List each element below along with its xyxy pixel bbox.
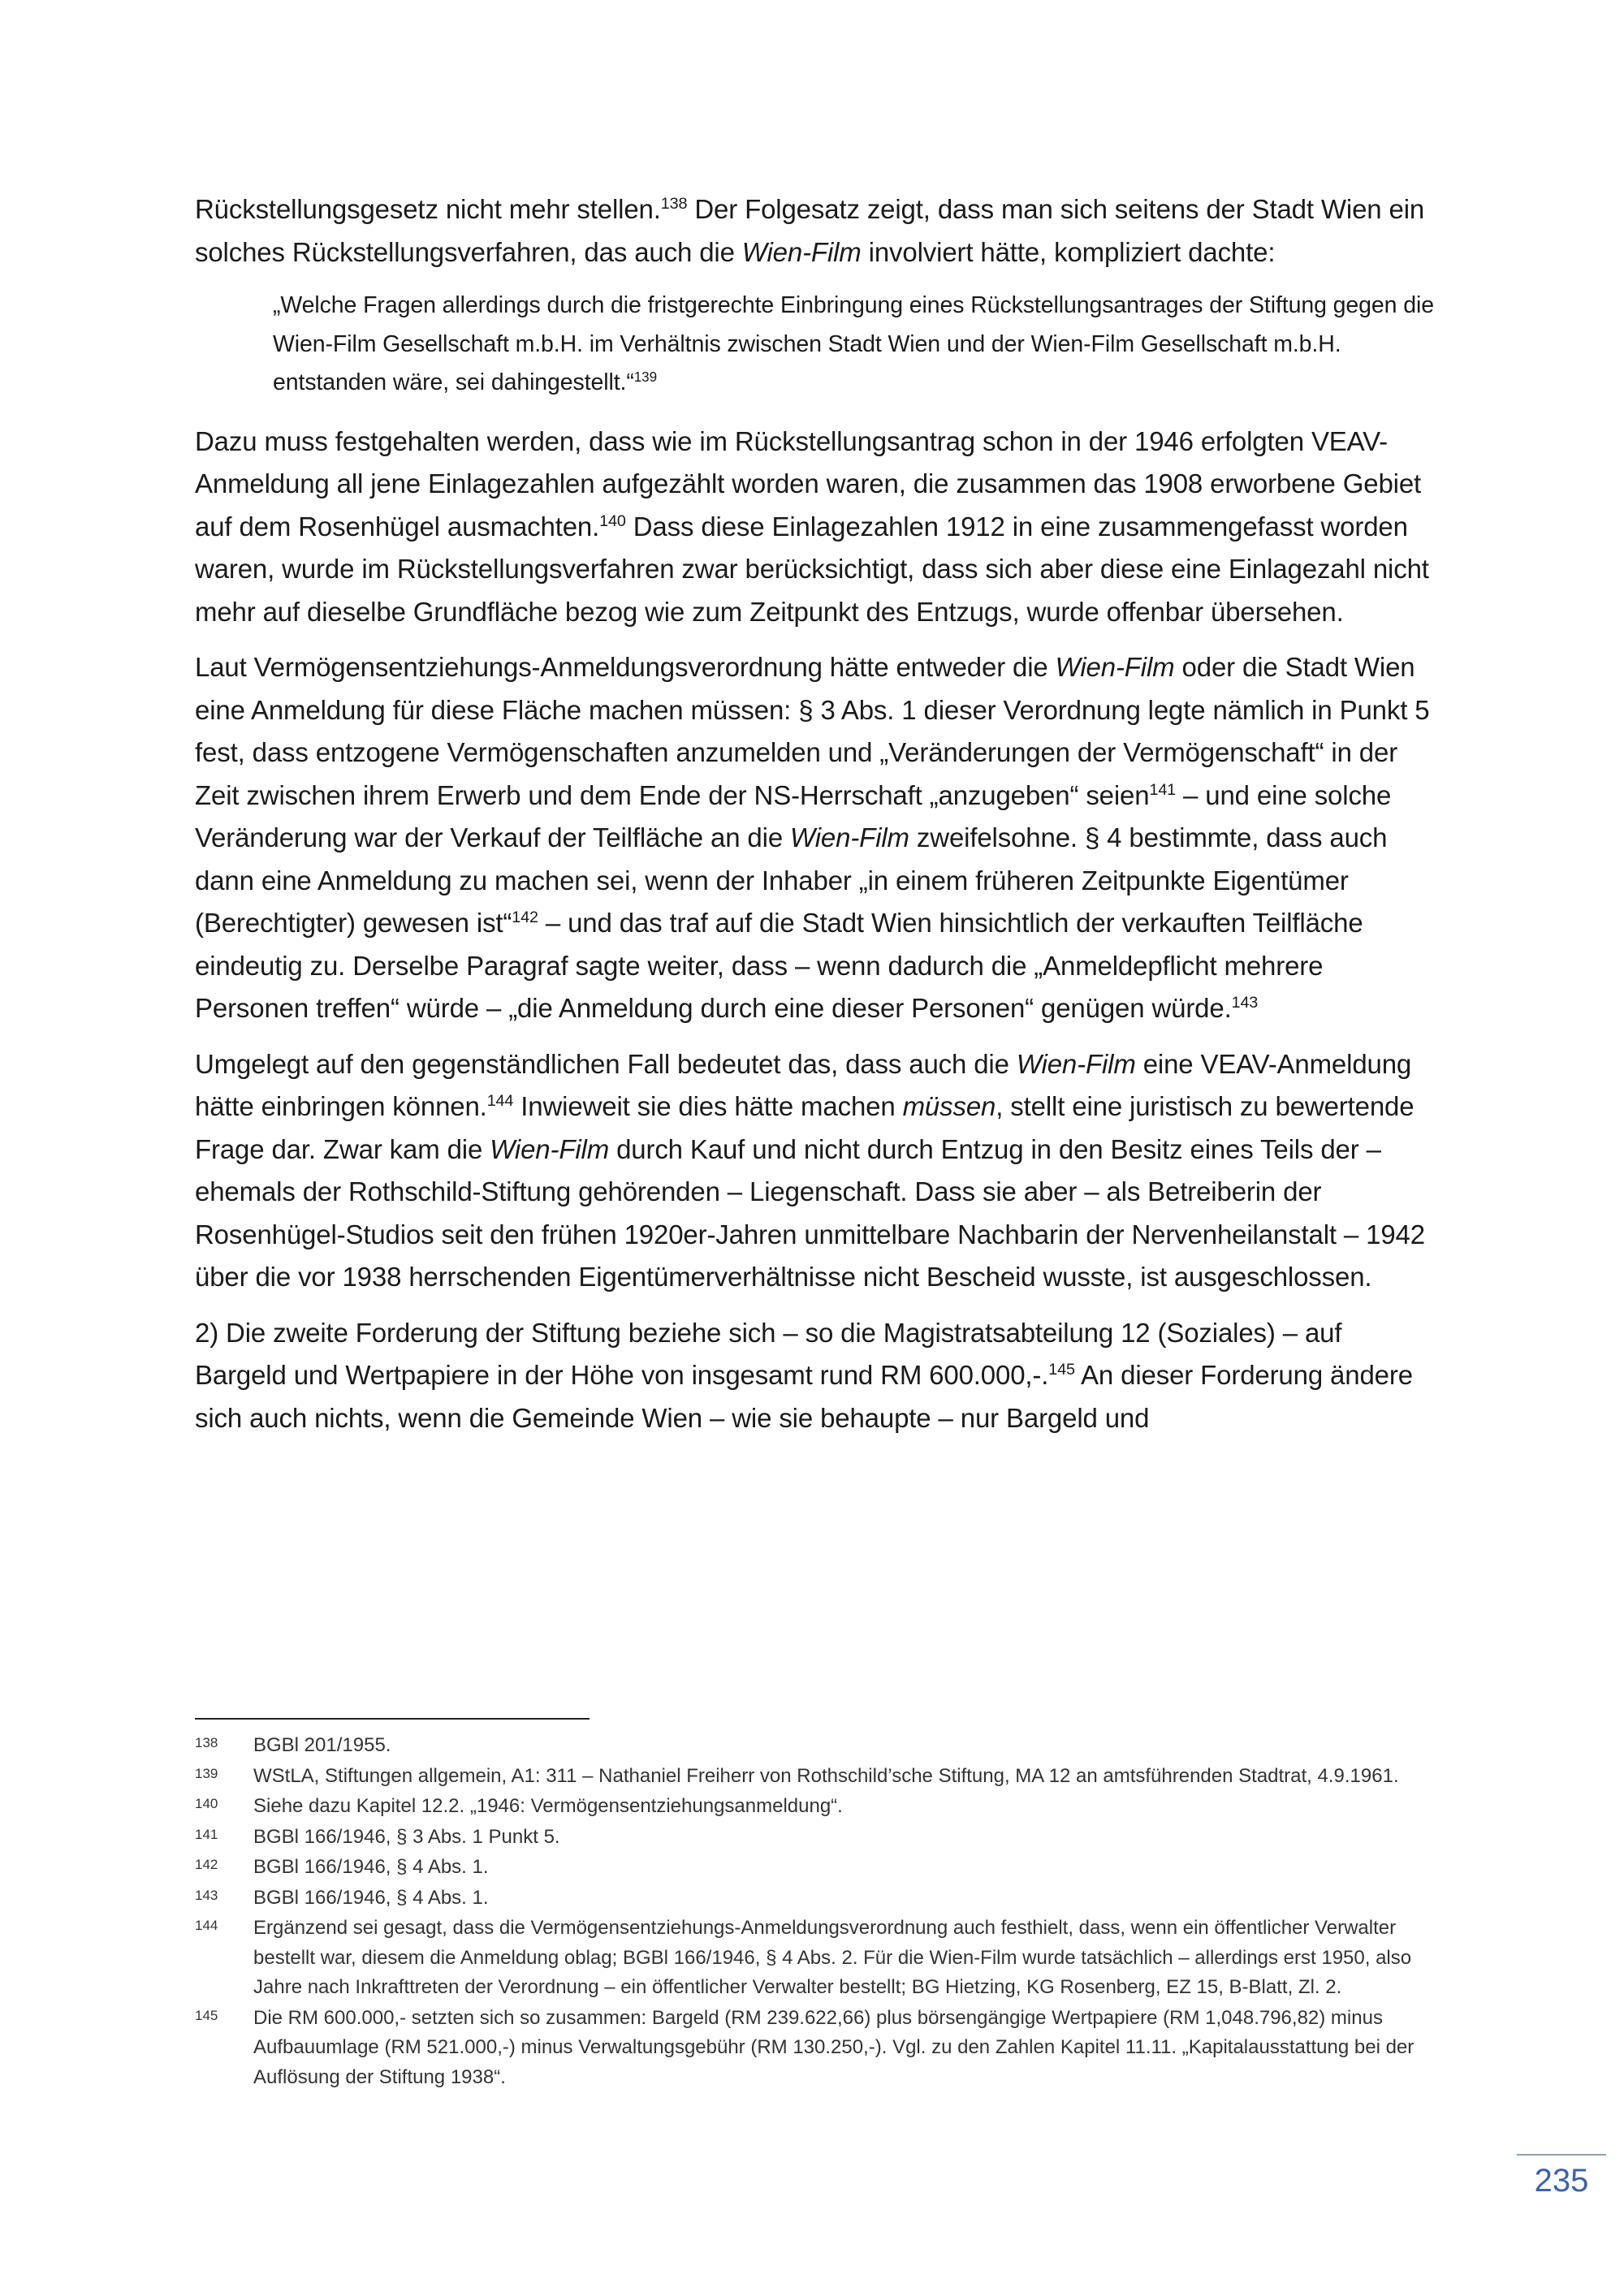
footnote-ref: 138 — [660, 195, 688, 213]
text-run: Rückstellungsgesetz nicht mehr stellen. — [195, 194, 661, 224]
italic-text: Wien-Film — [741, 236, 862, 267]
footnote-text: BGBl 166/1946, § 4 Abs. 1. — [253, 1856, 489, 1878]
footnote-text: Siehe dazu Kapitel 12.2. „1946: Vermögensentziehungsanmeldung“. — [253, 1795, 843, 1817]
italic-text: Wien-Film — [1016, 1048, 1136, 1079]
footnote — [195, 1884, 1445, 1914]
footnote-text: Die RM 600.000,- setzten sich so zusammen: Bargeld (RM 239.622,66) plus börsengängige Wertpapiere (RM 1,048.796,82) minus Aufbauumlage (RM 521.000,-) minus Verwaltungsgebühr (RM 130.250,-). Vgl. zu den Zahlen Kapitel 11.11. „Kapitalausstattung bei der Auflösung der Stiftung 1938“. — [253, 2006, 1415, 2088]
footnote — [195, 1762, 1445, 1792]
footnote-number: 144 — [195, 1918, 218, 1933]
block-quote — [273, 287, 1437, 403]
text-run: involviert hätte, kompliziert dachte: — [861, 236, 1276, 267]
footnote-text: Ergänzend sei gesagt, dass die Vermögensentziehungs-Anmeldungsverordnung auch festhielt, dass, wenn ein öffentlicher Verwalter bestellt war, diesem die Anmeldung oblag; BGBl 166/1946, § 4 Abs. 2. Für die Wien-Film wurde tatsächlich – allerdings erst 1950, also Jahre nach Inkrafttreten der Verordnung – ein öffentlicher Verwalter bestellt; BG Hietzing, KG Rosenberg, EZ 15, B-Blatt, Zl. 2. — [253, 1917, 1412, 1998]
footnote-ref: 139 — [633, 369, 657, 385]
paragraph — [195, 188, 1437, 274]
italic-text: Wien-Film — [490, 1133, 610, 1164]
text-run: Laut Vermögensentziehungs-Anmeldungsverordnung hätte entweder die — [195, 652, 1056, 682]
footnote-text: BGBl 201/1955. — [253, 1734, 391, 1756]
italic-text: Wien-Film — [790, 822, 909, 852]
footnote-ref: 144 — [486, 1092, 514, 1110]
text-run: Dass diese Einlagezahlen 1912 in eine zusammengefasst worden waren, wurde im Rückstellungsverfahren zwar berücksichtigt, dass sich aber diese eine Einlagezahl nicht mehr auf dieselbe Grundfläche bezog wie zum Zeitpunkt des Entzugs, wurde offenbar übersehen. — [195, 511, 1429, 627]
text-run: „Welche Fragen allerdings durch die fristgerechte Einbringung eines Rückstellungsantrages der Stiftung gegen die Wien-Film Gesellschaft m.b.H. im Verhältnis zwischen Stadt Wien und der Wien-Film Gesellschaft m.b.H. entstanden wäre, sei dahingestellt.“ — [273, 292, 1434, 395]
paragraph — [195, 421, 1437, 634]
text-run: – und das traf auf die Stadt Wien hinsichtlich der verkauften Teilfläche eindeutig zu. Derselbe Paragraf sagte weiter, dass – wenn dadurch die „Anmeldepflicht mehrere Personen treffen“ würde – „die Anmeldung durch eine dieser Personen“ genügen würde. — [195, 908, 1363, 1023]
footnote-ref: 141 — [1149, 780, 1177, 799]
text-run: durch Kauf und nicht durch Entzug in den Besitz eines Teils der – ehemals der Rothschild-Stiftung gehörenden – Liegenschaft. Dass sie aber – als Betreiberin der Rosenhügel-Studios seit den frühen 1920er-Jahren unmittelbare Nachbarin der Nervenheilanstalt – 1942 über die vor 1938 herrschenden Eigentümerverhältnisse nicht Bescheid wusste, ist ausgeschlossen. — [195, 1133, 1425, 1292]
footnote-number: 141 — [195, 1826, 218, 1842]
footnote-ref: 145 — [1048, 1361, 1075, 1379]
footnotes — [195, 1731, 1445, 2093]
paragraph — [195, 1312, 1437, 1440]
text-run: Der Folgesatz zeigt, dass man sich seitens der Stadt Wien ein solches Rückstellungsverfahren, das auch die — [195, 194, 1425, 267]
page-number: 235 — [1534, 2163, 1589, 2199]
footnote — [195, 1731, 1445, 1761]
footnote-text: BGBl 166/1946, § 3 Abs. 1 Punkt 5. — [253, 1825, 560, 1848]
main-text — [195, 188, 1437, 1452]
footnote-number: 142 — [195, 1857, 218, 1872]
text-run: – und eine solche Veränderung war der Verkauf der Teilfläche an die — [195, 779, 1392, 852]
footnote-number: 143 — [195, 1887, 218, 1903]
footnote — [195, 2004, 1445, 2093]
paragraph — [195, 1043, 1437, 1299]
footnote-number: 140 — [195, 1796, 218, 1811]
footnote-text: WStLA, Stiftungen allgemein, A1: 311 – Nathaniel Freiherr von Rothschild’sche Stiftung, MA 12 an amtsführenden Stadtrat, 4.9.1961. — [253, 1764, 1399, 1787]
footnote-text: BGBl 166/1946, § 4 Abs. 1. — [253, 1886, 489, 1909]
footnote-ref: 140 — [599, 511, 626, 530]
footnote — [195, 1914, 1445, 2003]
footnote-separator — [195, 1718, 590, 1720]
italic-text: Wien-Film — [1055, 652, 1175, 682]
footnote-number: 139 — [195, 1765, 218, 1781]
footnote-number: 145 — [195, 2007, 218, 2023]
text-run: oder die Stadt Wien eine Anmeldung für diese Fläche machen müssen: § 3 Abs. 1 dieser Verordnung legte nämlich in Punkt 5 fest, dass entzogene Vermögenschaften anzumelden und „Veränderungen der Vermögenschaft“ in der Zeit zwischen ihrem Erwerb und dem Ende der NS-Herrschaft „anzugeben“ seien — [195, 652, 1430, 810]
text-run: Inwieweit sie dies hätte machen — [513, 1091, 903, 1121]
text-run: Umgelegt auf den gegenständlichen Fall bedeutet das, dass auch die — [195, 1048, 1017, 1079]
text-run: Dazu muss festgehalten werden, dass wie im Rückstellungsantrag schon in der 1946 erfolgten VEAV-Anmeldung all jene Einlagezahlen aufgezählt worden waren, die zusammen das 1908 erworbene Gebiet auf dem Rosenhügel ausmachten. — [195, 425, 1422, 542]
footnote-ref: 142 — [512, 908, 538, 926]
footnote — [195, 1853, 1445, 1883]
italic-text: müssen — [902, 1091, 996, 1121]
footnote — [195, 1792, 1445, 1822]
footnote-ref: 143 — [1231, 994, 1259, 1012]
text-run: 2) Die zweite Forderung der Stiftung beziehe sich – so die Magistratsabteilung 12 (Soziales) – auf Bargeld und Wertpapiere in der Höhe von insgesamt rund RM 600.000,-. — [195, 1317, 1342, 1390]
text-run: , stellt eine juristisch zu bewertende Frage dar. Zwar kam die — [195, 1091, 1415, 1164]
footnote — [195, 1823, 1445, 1853]
text-run: eine VEAV-Anmeldung hätte einbringen können. — [195, 1048, 1412, 1121]
text-run: An dieser Forderung ändere sich auch nichts, wenn die Gemeinde Wien – wie sie behaupte – nur Bargeld und — [195, 1360, 1413, 1433]
text-run: zweifelsohne. § 4 bestimmte, dass auch dann eine Anmeldung zu machen sei, wenn der Inhaber „in einem früheren Zeitpunkte Eigentümer (Berechtigter) gewesen ist“ — [195, 822, 1388, 938]
page-number-rule — [1517, 2154, 1606, 2156]
footnote-number: 138 — [195, 1735, 218, 1750]
paragraph — [195, 646, 1437, 1030]
